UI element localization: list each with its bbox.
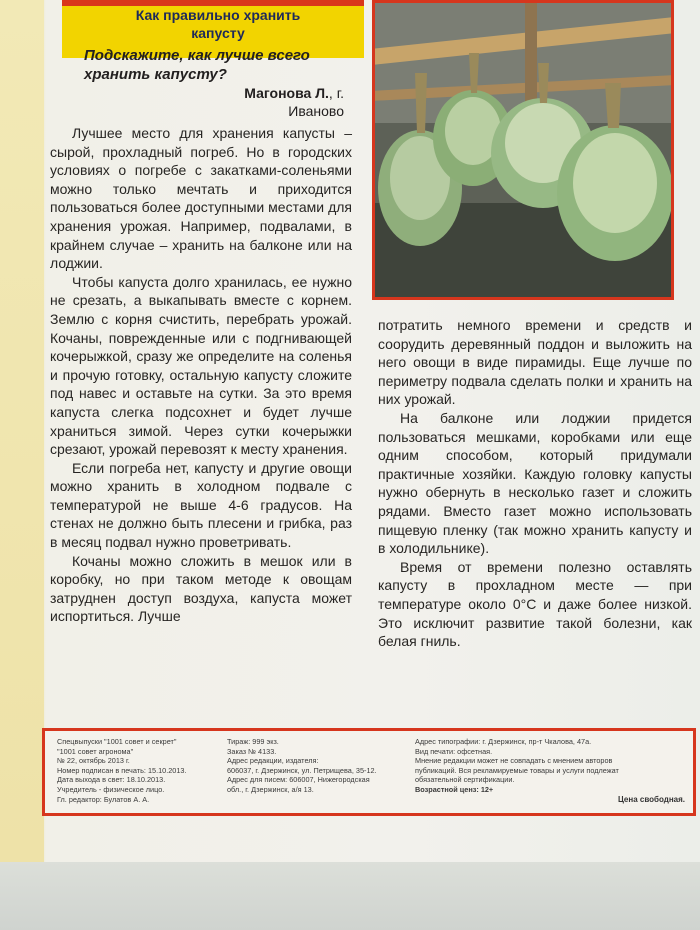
imprint-editorial-info xyxy=(227,737,397,795)
imprint-line: обл., г. Дзержинск, а/я 13. xyxy=(227,784,314,794)
article-title: Как правильно хранить капусту xyxy=(135,7,301,41)
article-column-right xyxy=(378,316,692,651)
price-note: Цена свободная. xyxy=(617,795,685,805)
age-rating: Возрастной ценз: 12+ xyxy=(415,784,494,794)
imprint-line: Гл. редактор: Булатов А. А. xyxy=(57,794,150,804)
page-edge xyxy=(0,0,44,862)
question-author xyxy=(188,84,344,120)
imprint-line: № 22, октябрь 2013 г. xyxy=(57,756,130,766)
imprint-line: Адрес редакции, издателя: xyxy=(227,756,319,766)
author-name: Магонова Л. xyxy=(244,85,329,101)
imprint-printing-info xyxy=(415,737,685,795)
imprint-line: 606037, г. Дзержинск, ул. Петрищева, 35-12. xyxy=(227,765,377,775)
paragraph: Время от времени полезно оставлять капусту в прохладном месте — при температуре около 0°С и даже более низкой. Это исключит развитие такой болезни, как белая гниль. xyxy=(378,558,692,650)
imprint-line: Номер подписан в печать: 15.10.2013. xyxy=(57,765,187,775)
article-column-left xyxy=(50,124,352,626)
reader-question: Подскажите, как лучше всего хранить капусту? xyxy=(84,47,310,83)
paragraph: Лучшее место для хранения капусты – сырой, прохладный погреб. Но в городских условиях о погребе с закатками-соленьями можно только мечтать и приходится пользоваться более доступными местами для хранения урожая. Например, подвалами, в крайнем случае – хранить на балконе или на лоджии. xyxy=(50,125,352,272)
cabbage-photo xyxy=(372,0,674,300)
paragraph: Если погреба нет, капусту и другие овощи можно хранить в холодном подвале с температурой не выше 4-6 градусов. На стенах не должно быть плесени и грибка, раз в месяц подвал нужно проветривать. xyxy=(50,459,352,551)
imprint-line: Заказ № 4133. xyxy=(227,746,277,756)
paragraph: Кочаны можно сложить в мешок или в коробку, но при таком методе к овощам затруднен доступ воздуха, капуста может испортиться. Лучше xyxy=(50,552,352,625)
imprint-box xyxy=(42,728,696,816)
background-surface xyxy=(0,862,700,930)
imprint-line: Дата выхода в свет: 18.10.2013. xyxy=(57,775,166,785)
imprint-line: "1001 совет агронома" xyxy=(57,746,134,756)
author-city: , г. Иваново xyxy=(288,85,344,119)
paragraph: потратить немного времени и средств и соорудить деревянный поддон и выложить на него овощи в виде пирамиды. Еще лучше по периметру подвала сделать полки и хранить на них урожай. xyxy=(378,317,692,408)
imprint-line: Спецвыпуски "1001 совет и секрет" xyxy=(57,737,177,746)
cabbage-illustration xyxy=(375,3,671,297)
imprint-line: Адрес типографии: г. Дзержинск, пр-т Чкалова, 47а. xyxy=(415,737,592,746)
imprint-line: Адрес для писем: 606007, Нижегородская xyxy=(227,775,370,785)
imprint-publication-info xyxy=(57,737,217,804)
imprint-line: Мнение редакции может не совпадать с мнением авторов xyxy=(415,756,613,766)
imprint-line: Вид печати: офсетная. xyxy=(415,746,493,756)
imprint-line: публикаций. Вся рекламируемые товары и услуги подлежат xyxy=(415,765,619,775)
imprint-line: обязательной сертификации. xyxy=(415,775,515,785)
paragraph: На балконе или лоджии придется пользоваться мешками, коробками или еще одним способом, который придумали практичные хозяйки. Каждую головку капусты нужно обернуть в несколько газет и сложить рядами. Вместо газет можно использовать пищевую пленку (так можно хранить капусту и в холодильнике). xyxy=(378,409,692,557)
paragraph: Чтобы капуста долго хранилась, ее нужно не срезать, а выкапывать вместе с корнем. Землю с корня счистить, перебрать урожай. Кочаны, поврежденные или с подгнивающей кочерыжкой, сразу же определите на соленья и прочую готовку, остальную капусту сложите под навес и оставьте на сутки. За это время капуста слегка подсохнет и будет лучше храниться зимой. Через сутки кочерыжки срезают, урожай перевозят к месту хранения. xyxy=(50,273,352,458)
imprint-line: Тираж: 999 экз. xyxy=(227,737,279,746)
imprint-line: Учредитель - физическое лицо. xyxy=(57,784,165,794)
